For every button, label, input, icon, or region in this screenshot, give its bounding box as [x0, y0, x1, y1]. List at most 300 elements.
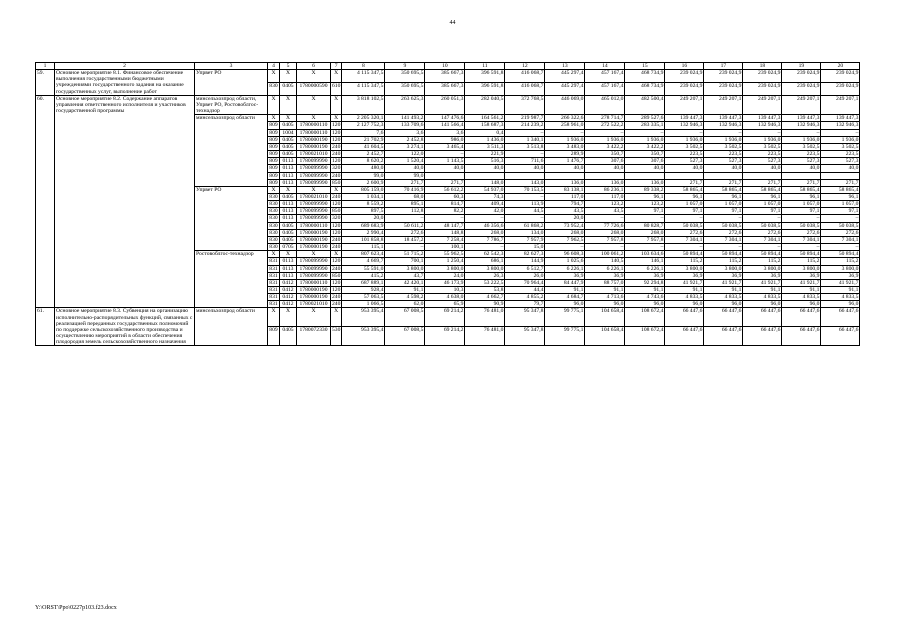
budget-code-cell: 0405: [280, 136, 297, 143]
amount-cell: 36,9: [665, 272, 704, 279]
amount-cell: 147 476,6: [425, 115, 465, 122]
amount-cell: –: [425, 151, 465, 158]
executor-name: минсельхозпрод области, Упрвет РО, Ростовоблгос-технадзор: [195, 95, 268, 114]
row-number: 61.: [36, 308, 55, 346]
amount-cell: 61 868,2: [505, 222, 545, 229]
amount-cell: 91,1: [704, 287, 743, 294]
amount-cell: 527,3: [782, 158, 821, 165]
amount-cell: –: [665, 129, 704, 136]
amount-cell: 3 800,0: [425, 265, 465, 272]
amount-cell: [821, 172, 860, 179]
amount-cell: 66 447,6: [743, 308, 782, 327]
amount-cell: 385 667,3: [425, 70, 465, 83]
amount-cell: 953 395,4: [342, 327, 385, 346]
amount-cell: 689 683,9: [342, 222, 385, 229]
budget-code-cell: X: [280, 95, 297, 114]
amount-cell: 100,1: [425, 244, 465, 251]
amount-cell: 3 800,0: [465, 265, 505, 272]
amount-cell: 80 828,7: [625, 222, 665, 229]
amount-cell: 482 500,4: [625, 95, 665, 114]
amount-cell: 66 447,6: [743, 327, 782, 346]
amount-cell: –: [704, 215, 743, 222]
amount-cell: –: [545, 129, 585, 136]
amount-cell: 58 865,4: [665, 186, 704, 193]
amount-cell: 132 946,3: [782, 122, 821, 129]
amount-cell: 86 236,1: [585, 186, 625, 193]
column-number: 17: [704, 63, 743, 70]
amount-cell: 3 800,0: [782, 265, 821, 272]
budget-code-cell: 120: [332, 129, 341, 136]
amount-cell: 7 786,7: [465, 236, 505, 243]
budget-code-cell: 831: [269, 294, 278, 301]
budget-code-cell: 0412: [280, 301, 297, 308]
budget-code-cell: 1780021010: [297, 193, 331, 200]
amount-cell: 1 066,5: [342, 301, 385, 308]
amount-cell: 1 057,0: [665, 201, 704, 208]
amount-cell: 115,1: [342, 244, 385, 251]
budget-code-cell: 0405: [280, 193, 297, 200]
amount-cell: 6 226,1: [585, 265, 625, 272]
amount-cell: 62 542,3: [465, 251, 505, 258]
amount-cell: 221,9: [465, 151, 505, 158]
amount-cell: 1 936,0: [585, 136, 625, 143]
amount-cell: 97,1: [821, 208, 860, 215]
amount-cell: 91,1: [585, 287, 625, 294]
amount-cell: –: [665, 215, 704, 222]
amount-cell: 249 207,1: [743, 95, 782, 114]
budget-code-cell: 0113: [280, 165, 297, 172]
amount-cell: 96,0: [821, 301, 860, 308]
budget-code-cell: X: [280, 70, 297, 83]
amount-cell: 4 833,5: [743, 294, 782, 301]
amount-cell: [743, 172, 782, 179]
amount-cell: 36,9: [743, 272, 782, 279]
budget-code-cell: 1780099990: [297, 272, 331, 279]
amount-cell: 6 226,1: [625, 265, 665, 272]
amount-cell: 219 987,7: [505, 115, 545, 122]
amount-cell: 139 447,3: [743, 115, 782, 122]
amount-cell: 70 964,4: [505, 279, 545, 286]
amount-cell: 3 800,0: [821, 265, 860, 272]
amount-cell: 113,9: [505, 201, 545, 208]
amount-cell: 445 297,4: [545, 70, 585, 83]
amount-cell: 271,7: [782, 179, 821, 186]
amount-cell: 3 502,5: [704, 143, 743, 150]
amount-cell: 73 952,4: [545, 222, 585, 229]
amount-cell: 91,1: [743, 287, 782, 294]
budget-code-cell: 830: [269, 244, 278, 251]
amount-cell: 10,3: [425, 287, 465, 294]
amount-cell: 46 356,6: [465, 222, 505, 229]
amount-cell: 2 452,8: [385, 136, 425, 143]
amount-cell: 99 775,1: [545, 308, 585, 327]
amount-cell: 69 214,2: [425, 327, 465, 346]
budget-code-cell: X: [297, 115, 331, 122]
amount-cell: 372 768,5: [505, 95, 545, 114]
amount-cell: –: [505, 129, 545, 136]
column-number: 9: [385, 63, 425, 70]
budget-code-cell: 809: [269, 165, 278, 172]
table-row: [36, 95, 860, 114]
amount-cell: 1 936,0: [782, 136, 821, 143]
activity-title: Основное мероприятие 8.1. Финансовое обеспечение выполнения государственными бюджетными учреждениями государственного задания на оказание государственных услуг, выполнение работ: [55, 70, 195, 96]
amount-cell: 2 600,9: [342, 179, 385, 186]
amount-cell: 66 447,6: [665, 327, 704, 346]
amount-cell: 24,0: [425, 272, 465, 279]
amount-cell: 7 304,1: [782, 236, 821, 243]
amount-cell: 3 800,0: [704, 265, 743, 272]
amount-cell: 66 447,6: [782, 327, 821, 346]
amount-cell: 1 034,1: [342, 193, 385, 200]
budget-code-cell: 0405: [280, 143, 297, 150]
amount-cell: 83 138,1: [545, 186, 585, 193]
amount-cell: 307,6: [625, 158, 665, 165]
amount-cell: –: [505, 215, 545, 222]
amount-cell: 90,9: [465, 301, 505, 308]
amount-cell: 3 502,5: [821, 143, 860, 150]
budget-code-cell: 1780072330: [297, 327, 331, 346]
amount-cell: 57 063,5: [342, 294, 385, 301]
amount-cell: [665, 172, 704, 179]
amount-cell: 271,7: [425, 179, 465, 186]
amount-cell: 56 612,2: [425, 186, 465, 193]
budget-code-cell: X: [297, 70, 331, 83]
budget-code-cell: 1780000190: [297, 287, 331, 294]
amount-cell: 140,5: [585, 258, 625, 265]
amount-cell: 350,7: [625, 151, 665, 158]
amount-cell: –: [385, 244, 425, 251]
budget-code-cell: 0405: [280, 122, 297, 129]
amount-cell: 158 687,3: [465, 122, 505, 129]
amount-cell: 70 416,9: [385, 186, 425, 193]
amount-cell: 96,1: [743, 193, 782, 200]
budget-code-cell: 240: [332, 294, 341, 301]
amount-cell: 223,5: [704, 151, 743, 158]
budget-code-cell: 1780021010: [297, 151, 331, 158]
amount-cell: 67 008,5: [385, 327, 425, 346]
budget-code-cell: 850: [332, 272, 341, 279]
budget-code-cell: 1780000190: [297, 143, 331, 150]
budget-code-cell: X: [331, 70, 342, 83]
amount-cell: 2 205 320,1: [342, 115, 385, 122]
executor-name: минсельхозпрод области: [195, 115, 268, 187]
amount-cell: 139 447,3: [665, 115, 704, 122]
amount-cell: 132 946,3: [704, 122, 743, 129]
amount-cell: 104 658,4: [585, 308, 625, 327]
amount-cell: 805 159,0: [342, 186, 385, 193]
budget-code-cell: X: [331, 186, 342, 193]
amount-cell: 7,6: [342, 129, 385, 136]
amount-cell: 76 481,0: [465, 308, 505, 327]
amount-cell: 68,0: [385, 193, 425, 200]
amount-cell: 1 520,4: [385, 158, 425, 165]
budget-code-cell: 120: [332, 201, 341, 208]
amount-cell: –: [743, 215, 782, 222]
budget-code-cell: 830: [269, 193, 278, 200]
budget-code-cell: 1780099990: [297, 258, 331, 265]
amount-cell: 266 322,6: [545, 115, 585, 122]
amount-cell: 1 057,0: [821, 201, 860, 208]
amount-cell: 239 024,9: [665, 70, 704, 83]
amount-cell: 41 604,5: [342, 143, 385, 150]
budget-code-cell: X: [297, 186, 331, 193]
budget-code-cell: X: [268, 115, 280, 122]
amount-cell: 91,1: [782, 287, 821, 294]
amount-cell: 141 493,2: [385, 115, 425, 122]
amount-cell: 465 012,0: [585, 95, 625, 114]
amount-cell: 260 051,3: [425, 95, 465, 114]
amount-cell: 132 946,3: [743, 122, 782, 129]
amount-cell: 468 734,9: [625, 82, 665, 95]
amount-cell: 278 714,7: [585, 115, 625, 122]
amount-cell: 686,1: [465, 258, 505, 265]
budget-code-cell: X: [331, 95, 342, 114]
activity-title: Основное мероприятие 8.3. Субвенция на организацию исполнительно-распорядительных функций, связанных с реализацией переданных государственных полномочий по поддержке сельскохозяйственного производства и осуществлению мероприятий в области обеспечения плодородия земель сельскохозяйственного назначения: [55, 308, 195, 346]
amount-cell: 6 226,1: [545, 265, 585, 272]
amount-cell: 50 038,5: [743, 222, 782, 229]
amount-cell: [465, 172, 505, 179]
budget-code-cell: 120: [332, 287, 341, 293]
amount-cell: 415,2: [342, 272, 385, 279]
amount-cell: 249 207,1: [821, 95, 860, 114]
amount-cell: 272,6: [782, 229, 821, 236]
amount-cell: 239 024,9: [743, 82, 782, 95]
budget-table: [35, 62, 860, 346]
amount-cell: 480,0: [342, 165, 385, 172]
executor-name: Ростовоблгос-технадзор: [195, 251, 268, 308]
amount-cell: 48 147,7: [425, 222, 465, 229]
amount-cell: 3,6: [425, 129, 465, 136]
amount-cell: 223,5: [821, 151, 860, 158]
amount-cell: 99 775,1: [545, 327, 585, 346]
amount-cell: 416 068,7: [505, 70, 545, 83]
amount-cell: 289,9: [545, 151, 585, 158]
amount-cell: 99,0: [385, 172, 425, 179]
amount-cell: 3 502,5: [743, 143, 782, 150]
amount-cell: 1 057,0: [704, 201, 743, 208]
amount-cell: 272,6: [385, 229, 425, 236]
amount-cell: 239 024,9: [782, 70, 821, 83]
amount-cell: 74,3: [465, 193, 505, 200]
amount-cell: 1 025,6: [545, 258, 585, 265]
budget-code-cell: 831: [269, 279, 278, 286]
budget-code-cell: 1780000110: [297, 222, 331, 229]
amount-cell: 4 662,7: [465, 294, 505, 301]
amount-cell: 711,6: [505, 158, 545, 165]
budget-code-cell: 1780000190: [297, 244, 331, 251]
amount-cell: 40,0: [465, 165, 505, 172]
amount-cell: 350 695,5: [385, 70, 425, 83]
amount-cell: 239 024,9: [743, 70, 782, 83]
amount-cell: 953 395,4: [342, 308, 385, 327]
budget-code-cell: 240: [332, 244, 341, 251]
amount-cell: 43,7: [385, 272, 425, 279]
amount-cell: 928,4: [342, 287, 385, 294]
amount-cell: 96 608,3: [545, 251, 585, 258]
amount-cell: 91,1: [665, 287, 704, 294]
budget-code-cell: 120: [332, 258, 341, 265]
amount-cell: 1 476,7: [545, 158, 585, 165]
amount-cell: 1 936,0: [545, 136, 585, 143]
amount-cell: 40,0: [505, 165, 545, 172]
amount-cell: 268,0: [465, 229, 505, 236]
amount-cell: 1 143,5: [425, 158, 465, 165]
budget-code-cell: 1780099990: [297, 265, 331, 272]
amount-cell: 814,7: [425, 201, 465, 208]
table-row: [36, 308, 860, 327]
budget-code-cell: 610: [331, 82, 342, 95]
amount-cell: 96,0: [782, 301, 821, 308]
amount-cell: –: [821, 215, 860, 222]
budget-code-cell: 120: [332, 222, 341, 229]
amount-cell: 97,1: [625, 208, 665, 215]
amount-cell: 40,0: [425, 165, 465, 172]
budget-code-cell: 830: [269, 215, 278, 222]
amount-cell: 62,0: [385, 301, 425, 308]
amount-cell: 51 715,2: [385, 251, 425, 258]
amount-cell: 7 304,1: [704, 236, 743, 243]
amount-cell: 18 457,2: [385, 236, 425, 243]
amount-cell: 65,9: [425, 301, 465, 308]
amount-cell: 1 936,0: [821, 136, 860, 143]
amount-cell: 7 957,8: [585, 236, 625, 243]
budget-code-cell: X: [297, 308, 331, 327]
amount-cell: 350,7: [585, 151, 625, 158]
column-number: 10: [425, 63, 465, 70]
budget-code-cell: 1780099990: [297, 215, 331, 222]
amount-cell: 58 865,4: [782, 186, 821, 193]
amount-cell: 50 894,4: [782, 251, 821, 258]
amount-cell: 807 623,4: [342, 251, 385, 258]
amount-cell: 272,6: [704, 229, 743, 236]
amount-cell: 50 894,4: [743, 251, 782, 258]
budget-code-cell: 0412: [280, 279, 297, 286]
amount-cell: 95 347,8: [505, 327, 545, 346]
amount-cell: –: [505, 193, 545, 200]
budget-code-cell: 831: [269, 287, 278, 293]
amount-cell: 2 127 752,3: [342, 122, 385, 129]
amount-cell: –: [385, 215, 425, 222]
amount-cell: 4 743,6: [625, 294, 665, 301]
budget-code-cell: 1780099990: [297, 158, 331, 165]
budget-code-cell: 809: [269, 136, 278, 143]
amount-cell: 115,2: [704, 258, 743, 265]
budget-code-cell: 0113: [280, 265, 297, 272]
amount-cell: 223,5: [665, 151, 704, 158]
budget-code-cell: 0113: [280, 179, 297, 186]
budget-code-cell: 809: [269, 179, 278, 186]
amount-cell: 272 522,2: [585, 122, 625, 129]
amount-cell: 527,3: [665, 158, 704, 165]
amount-cell: 249 207,1: [782, 95, 821, 114]
amount-cell: 271,7: [385, 179, 425, 186]
amount-cell: 96,0: [743, 301, 782, 308]
amount-cell: 115,2: [821, 258, 860, 265]
budget-code-cell: 1780000590: [297, 82, 331, 95]
amount-cell: –: [704, 244, 743, 251]
amount-cell: –: [743, 244, 782, 251]
amount-cell: 4 598,2: [385, 294, 425, 301]
amount-cell: 527,3: [821, 158, 860, 165]
amount-cell: 58 865,4: [704, 186, 743, 193]
amount-cell: 7 957,9: [505, 236, 545, 243]
amount-cell: 96,0: [545, 301, 585, 308]
amount-cell: 7 957,8: [625, 236, 665, 243]
header-row: [36, 63, 860, 70]
amount-cell: 115,2: [782, 258, 821, 265]
amount-cell: –: [585, 244, 625, 251]
budget-code-cell: 830: [269, 229, 278, 236]
budget-code-cell: 240: [332, 172, 341, 179]
amount-cell: 516,3: [465, 158, 505, 165]
budget-code-cell: 120: [332, 229, 341, 236]
table-row: [36, 70, 860, 83]
amount-cell: 60,3: [425, 193, 465, 200]
activity-title: Основное мероприятие 8.2. Содержание аппаратов управления ответственного исполнителя и участников государственной программы: [55, 95, 195, 308]
amount-cell: 3 502,5: [782, 143, 821, 150]
amount-cell: 271,7: [665, 179, 704, 186]
budget-code-cell: 0113: [280, 272, 297, 279]
amount-cell: 36,9: [625, 272, 665, 279]
amount-cell: 36,9: [704, 272, 743, 279]
budget-code-cell: 830: [269, 222, 278, 229]
amount-cell: 40,0: [743, 165, 782, 172]
amount-cell: 41 921,7: [665, 279, 704, 286]
amount-cell: 66 447,6: [704, 308, 743, 327]
budget-code-cell: X: [297, 251, 331, 258]
amount-cell: [425, 172, 465, 179]
amount-cell: 1 057,0: [782, 201, 821, 208]
amount-cell: 3 483,0: [545, 143, 585, 150]
amount-cell: 40,0: [385, 165, 425, 172]
amount-cell: 41 921,7: [821, 279, 860, 286]
amount-cell: 1 340,1: [505, 136, 545, 143]
amount-cell: 58 865,4: [821, 186, 860, 193]
amount-cell: 239 024,9: [665, 82, 704, 95]
amount-cell: 2 990,4: [342, 229, 385, 236]
budget-code-cell: 809: [269, 143, 278, 150]
amount-cell: 268,0: [625, 229, 665, 236]
amount-cell: 283 335,1: [625, 122, 665, 129]
budget-code-cell: 850: [332, 179, 341, 186]
amount-cell: 76 481,0: [465, 327, 505, 346]
budget-code-cell: X: [268, 70, 280, 83]
amount-cell: 4 855,2: [505, 294, 545, 301]
amount-cell: 67 008,5: [385, 308, 425, 327]
budget-code-cell: 809: [269, 122, 278, 129]
amount-cell: 258 961,0: [545, 122, 585, 129]
budget-code-cell: 1780000110: [297, 279, 331, 286]
amount-cell: –: [505, 151, 545, 158]
amount-cell: 141 566,4: [425, 122, 465, 129]
column-number: 2: [55, 63, 195, 70]
budget-code-cell: X: [331, 251, 342, 258]
column-number: 1: [36, 63, 55, 70]
budget-code-cell: 1780099990: [297, 201, 331, 208]
budget-code-cell: X: [280, 308, 297, 327]
budget-code-cell: 240: [332, 236, 341, 243]
amount-cell: 3 800,0: [743, 265, 782, 272]
budget-code-cell: 1780000110: [297, 122, 331, 129]
amount-cell: –: [585, 215, 625, 222]
budget-code-cell: 1780000190: [297, 294, 331, 301]
amount-cell: 1 057,0: [743, 201, 782, 208]
amount-cell: –: [425, 215, 465, 222]
column-number: 7: [331, 63, 342, 70]
budget-code-cell: 831: [269, 258, 278, 265]
amount-cell: 97,1: [782, 208, 821, 215]
amount-cell: 457 167,4: [585, 82, 625, 95]
